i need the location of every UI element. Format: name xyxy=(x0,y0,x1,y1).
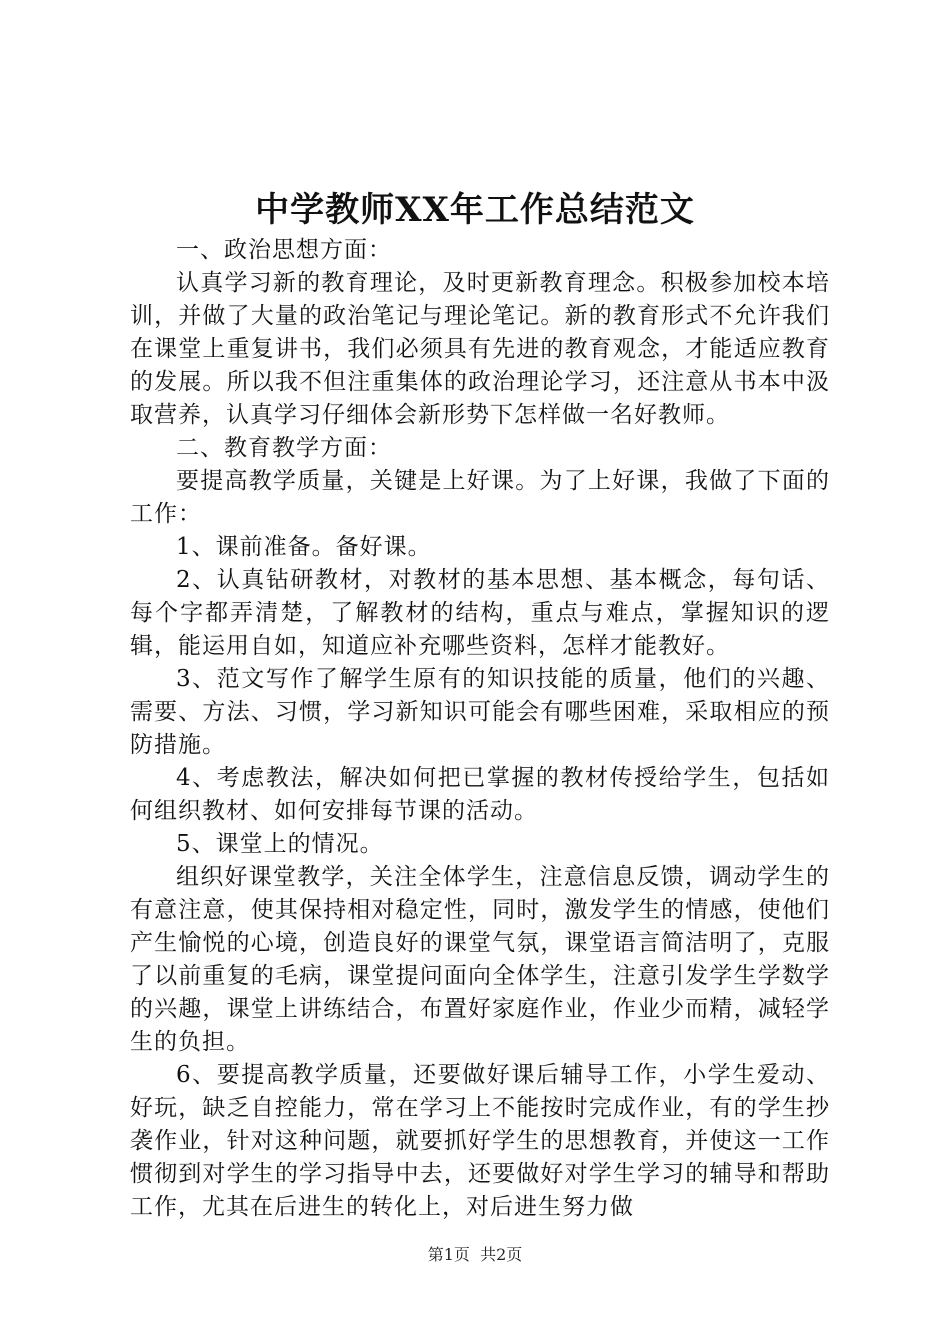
page-total: 共2页 xyxy=(480,1245,523,1264)
page-footer xyxy=(0,1243,950,1267)
section-heading-politics: 一、政治思想方面： xyxy=(176,237,392,263)
page-number: 第1页 xyxy=(427,1245,470,1264)
list-item: 3、范文写作了解学生原有的知识技能的质量，他们的兴趣、需要、方法、习惯，学习新知识可能会有哪些困难，采取相应的预防措施。 xyxy=(130,666,830,758)
list-item: 1、课前准备。备好课。 xyxy=(176,534,432,560)
list-item: 5、课堂上的情况。 xyxy=(176,831,384,857)
list-item: 4、考虑教法，解决如何把已掌握的教材传授给学生，包括如何组织教材、如何安排每节课的活动。 xyxy=(130,765,830,824)
paragraph: 组织好课堂教学，关注全体学生，注意信息反馈，调动学生的有意注意，使其保持相对稳定性，同时，激发学生的情感，使他们产生愉悦的心境，创造良好的课堂气氛，课堂语言简洁明了，克服了以前重复的毛病，课堂提问面向全体学生，注意引发学生学数学的兴趣，课堂上讲练结合，布置好家庭作业，作业少而精，减轻学生的负担。 xyxy=(130,864,830,1055)
section-heading-teaching: 二、教育教学方面： xyxy=(176,435,392,461)
document-title: 中学教师XX年工作总结范文 xyxy=(255,190,695,230)
document-body xyxy=(130,234,830,1224)
paragraph: 要提高教学质量，关键是上好课。为了上好课，我做了下面的工作： xyxy=(130,468,830,527)
paragraph: 认真学习新的教育理论，及时更新教育理念。积极参加校本培训，并做了大量的政治笔记与理论笔记。新的教育形式不允许我们在课堂上重复讲书，我们必须具有先进的教育观念，才能适应教育的发展。所以我不但注重集体的政治理论学习，还注意从书本中汲取营养，认真学习仔细体会新形势下怎样做一名好教师。 xyxy=(130,270,830,428)
list-item: 2、认真钻研教材，对教材的基本思想、基本概念，每句话、每个字都弄清楚，了解教材的结构，重点与难点，掌握知识的逻辑，能运用自如，知道应补充哪些资料，怎样才能教好。 xyxy=(130,567,830,659)
list-item: 6、要提高教学质量，还要做好课后辅导工作，小学生爱动、好玩，缺乏自控能力，常在学习上不能按时完成作业，有的学生抄袭作业，针对这种问题，就要抓好学生的思想教育，并使这一工作惯彻到对学生的学习指导中去，还要做好对学生学习的辅导和帮助工作，尤其在后进生的转化上，对后进生努力做 xyxy=(130,1062,830,1220)
